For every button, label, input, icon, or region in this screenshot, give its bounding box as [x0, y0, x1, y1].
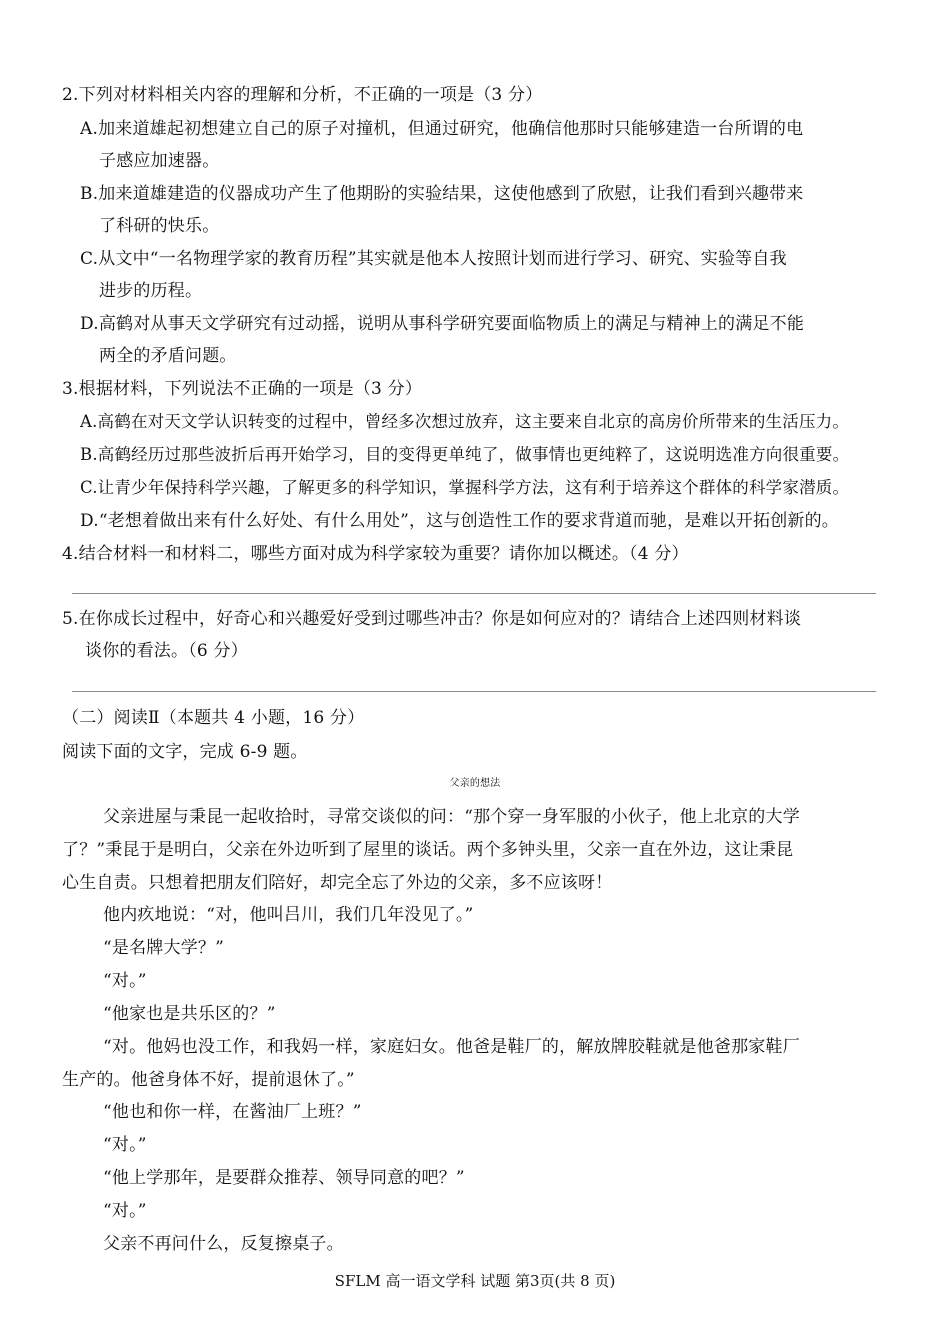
- question-2-option-d-cont: 两全的矛盾问题。: [99, 346, 237, 366]
- story-paragraph-5: “他家也是共乐区的？”: [103, 1004, 276, 1024]
- story-paragraph-8: “对。”: [103, 1135, 147, 1155]
- answer-line-q5: [72, 691, 876, 692]
- question-3-option-b: B.高鹤经历过那些波折后再开始学习，目的变得更单纯了，做事情也更纯粹了，这说明选准方向很重要。: [80, 445, 850, 464]
- question-2-option-d: D.高鹤对从事天文学研究有过动摇，说明从事科学研究要面临物质上的满足与精神上的满足不能: [80, 314, 805, 334]
- story-paragraph-11: 父亲不再问什么，反复擦桌子。: [103, 1234, 344, 1254]
- story-paragraph-6-line-2: 生产的。他爸身体不好，提前退休了。”: [62, 1070, 355, 1090]
- question-2-option-b: B.加来道雄建造的仪器成功产生了他期盼的实验结果，这使他感到了欣慰，让我们看到兴趣带来: [80, 184, 804, 204]
- story-paragraph-4: “对。”: [103, 971, 147, 991]
- story-paragraph-2: 他内疚地说：“对，他叫吕川，我们几年没见了。”: [103, 905, 474, 925]
- story-paragraph-7: “他也和你一样，在酱油厂上班？”: [103, 1102, 362, 1122]
- question-5-stem: 5.在你成长过程中，好奇心和兴趣爱好受到过哪些冲击？你是如何应对的？请结合上述四则材料谈: [62, 609, 802, 629]
- story-paragraph-10: “对。”: [103, 1201, 147, 1221]
- question-2-stem: 2.下列对材料相关内容的理解和分析，不正确的一项是（3 分）: [62, 85, 543, 105]
- question-3-option-d: D.“老想着做出来有什么好处、有什么用处”，这与创造性工作的要求背道而驰，是难以开拓创新的。: [80, 511, 840, 531]
- question-2-option-c-cont: 进步的历程。: [99, 281, 203, 301]
- question-2-option-a-cont: 子感应加速器。: [99, 151, 220, 171]
- question-4-stem: 4.结合材料一和材料二，哪些方面对成为科学家较为重要？请你加以概述。（4 分）: [62, 544, 689, 564]
- story-title: 父亲的想法: [449, 778, 501, 789]
- story-paragraph-1-line-1: 父亲进屋与秉昆一起收拾时，寻常交谈似的问：“那个穿一身军服的小伙子，他上北京的大学: [103, 807, 800, 827]
- answer-line-q4: [72, 593, 876, 594]
- story-paragraph-1-line-2: 了？”秉昆于是明白，父亲在外边听到了屋里的谈话。两个多钟头里，父亲一直在外边，这让秉昆: [62, 840, 794, 860]
- question-2-option-a: A.加来道雄起初想建立自己的原子对撞机，但通过研究，他确信他那时只能够建造一台所谓的电: [80, 119, 804, 139]
- question-2-option-b-cont: 了科研的快乐。: [99, 216, 220, 236]
- question-5-stem-cont: 谈你的看法。（6 分）: [85, 641, 248, 661]
- section-instruction: 阅读下面的文字，完成 6-9 题。: [62, 742, 308, 762]
- question-3-stem: 3.根据材料，下列说法不正确的一项是（3 分）: [62, 379, 423, 399]
- page-footer: SFLM 高一语文学科 试题 第3页(共 8 页): [334, 1272, 616, 1290]
- story-paragraph-3: “是名牌大学？”: [103, 938, 224, 958]
- story-paragraph-1-line-3: 心生自责。只想着把朋友们陪好，却完全忘了外边的父亲，多不应该呀！: [62, 873, 613, 893]
- question-2-option-c: C.从文中“一名物理学家的教育历程”其实就是他本人按照计划而进行学习、研究、实验等自我: [80, 249, 787, 269]
- question-3-option-a: A.高鹤在对天文学认识转变的过程中，曾经多次想过放弃，这主要来自北京的高房价所带来的生活压力。: [80, 412, 850, 431]
- section-header: （二）阅读Ⅱ（本题共 4 小题，16 分）: [62, 708, 365, 728]
- question-3-option-c: C.让青少年保持科学兴趣，了解更多的科学知识，掌握科学方法，这有利于培养这个群体的科学家潜质。: [80, 478, 850, 497]
- story-paragraph-9: “他上学那年，是要群众推荐、领导同意的吧？”: [103, 1168, 465, 1188]
- story-paragraph-6-line-1: “对。他妈也没工作，和我妈一样，家庭妇女。他爸是鞋厂的，解放牌胶鞋就是他爸那家鞋厂: [103, 1037, 800, 1057]
